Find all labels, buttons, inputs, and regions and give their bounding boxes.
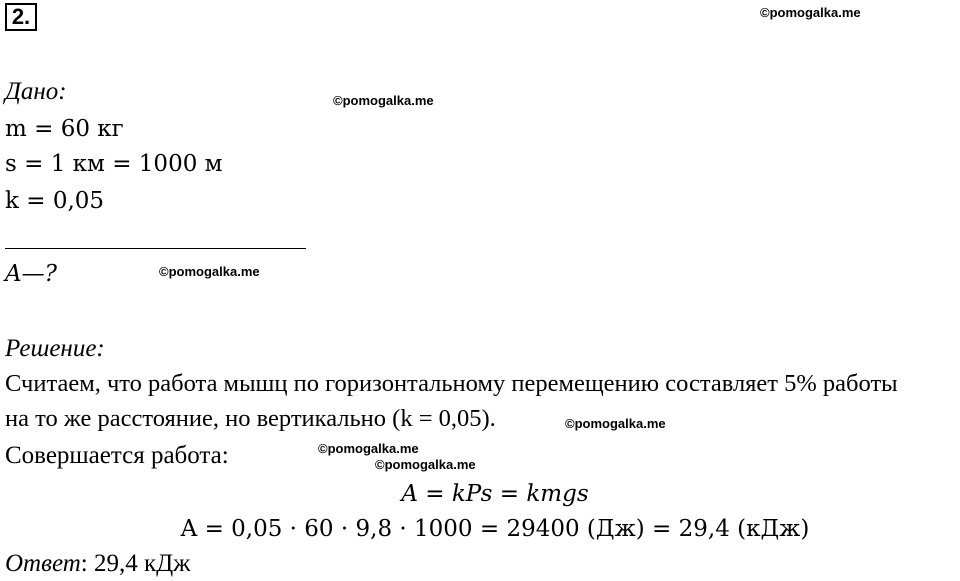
watermark: ©pomogalka.me (333, 93, 434, 108)
formula-work-general: A = kPs = kmgs (401, 481, 589, 507)
answer-line (5, 550, 190, 578)
work-label: Совершается работа: (5, 442, 229, 469)
answer-label: Ответ (5, 550, 81, 577)
solution-title: Решение: (5, 335, 105, 362)
find-quantity: A—? (5, 261, 57, 287)
given-title: Дано: (5, 78, 67, 105)
problem-number: 2. (5, 3, 37, 31)
given-coefficient: k = 0,05 (5, 188, 105, 214)
given-mass: m = 60 кг (5, 116, 124, 142)
given-divider (5, 248, 306, 249)
solution-text-line1: Считаем, что работа мышц по горизонтальному перемещению составляет 5% работы (5, 370, 898, 397)
watermark: ©pomogalka.me (159, 264, 260, 279)
watermark: ©pomogalka.me (565, 416, 666, 431)
watermark: ©pomogalka.me (760, 5, 861, 20)
given-distance: s = 1 км = 1000 м (5, 151, 223, 177)
answer-value: : 29,4 кДж (80, 550, 191, 577)
solution-text-line2: на то же расстояние, но вертикально (k = 0,05). (5, 405, 496, 432)
watermark: ©pomogalka.me (318, 441, 419, 456)
formula-work-computed: A = 0,05 · 60 · 9,8 · 1000 = 29400 (Дж) = 29,4 (кДж) (180, 516, 810, 542)
watermark: ©pomogalka.me (375, 457, 476, 472)
